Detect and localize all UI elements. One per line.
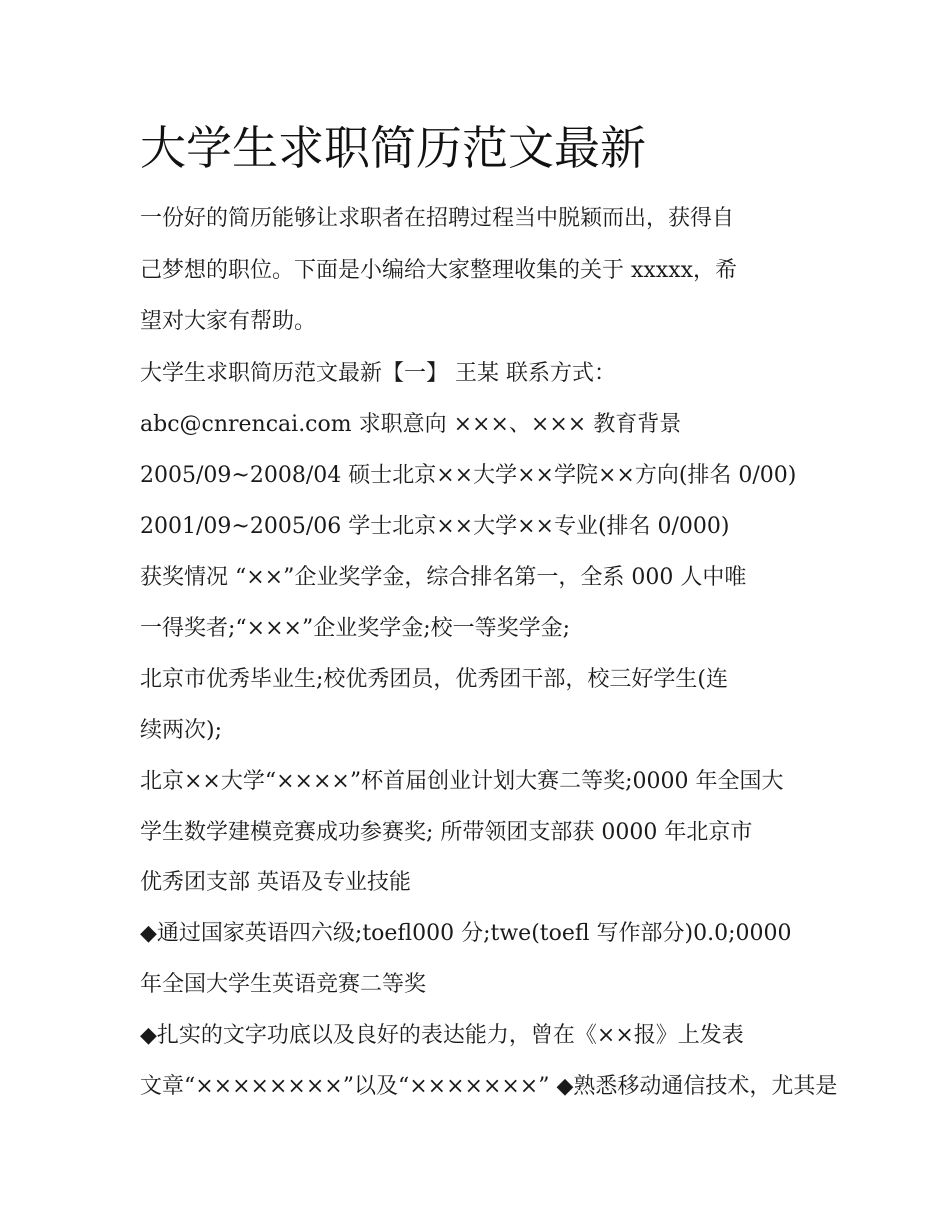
body-line: 续两次); — [140, 718, 222, 743]
body-line: ◆扎实的文字功底以及良好的表达能力，曾在《××报》上发表 — [140, 1023, 744, 1048]
body-line: 一得奖者;“×××”企业奖学金;校一等奖学金; — [140, 616, 571, 641]
body-line: 望对大家有帮助。 — [140, 309, 317, 334]
body-line: 一份好的简历能够让求职者在招聘过程当中脱颖而出，获得自 — [140, 206, 735, 231]
body-line: 2005/09~2008/04 硕士北京××大学××学院××方向(排名 0/00) — [140, 463, 797, 488]
body-line: 北京××大学“××××”杯首届创业计划大赛二等奖;0000 年全国大 — [140, 769, 784, 794]
body-line: ◆通过国家英语四六级;toefl000 分;twe(toefl 写作部分)0.0;0000 — [140, 921, 792, 946]
body-line: abc@cnrencai.com 求职意向 ×××、××× 教育背景 — [140, 412, 682, 437]
body-line: 优秀团支部 英语及专业技能 — [140, 870, 411, 895]
body-line: 获奖情况 “××”企业奖学金，综合排名第一，全系 000 人中唯 — [140, 565, 747, 590]
body-line: 2001/09~2005/06 学士北京××大学××专业(排名 0/000) — [140, 514, 730, 539]
body-line: 文章“××××××××”以及“×××××××” ◆熟悉移动通信技术，尤其是 — [140, 1074, 838, 1099]
body-line: 己梦想的职位。下面是小编给大家整理收集的关于 xxxxx，希 — [140, 258, 738, 283]
body-line: 大学生求职简历范文最新【一】 王某 联系方式： — [140, 361, 616, 386]
document-title: 大学生求职简历范文最新 — [140, 121, 646, 175]
body-line: 年全国大学生英语竞赛二等奖 — [140, 972, 427, 997]
body-line: 北京市优秀毕业生;校优秀团员，优秀团干部，校三好学生(连 — [140, 667, 728, 692]
body-line: 学生数学建模竞赛成功参赛奖; 所带领团支部获 0000 年北京市 — [140, 820, 753, 845]
